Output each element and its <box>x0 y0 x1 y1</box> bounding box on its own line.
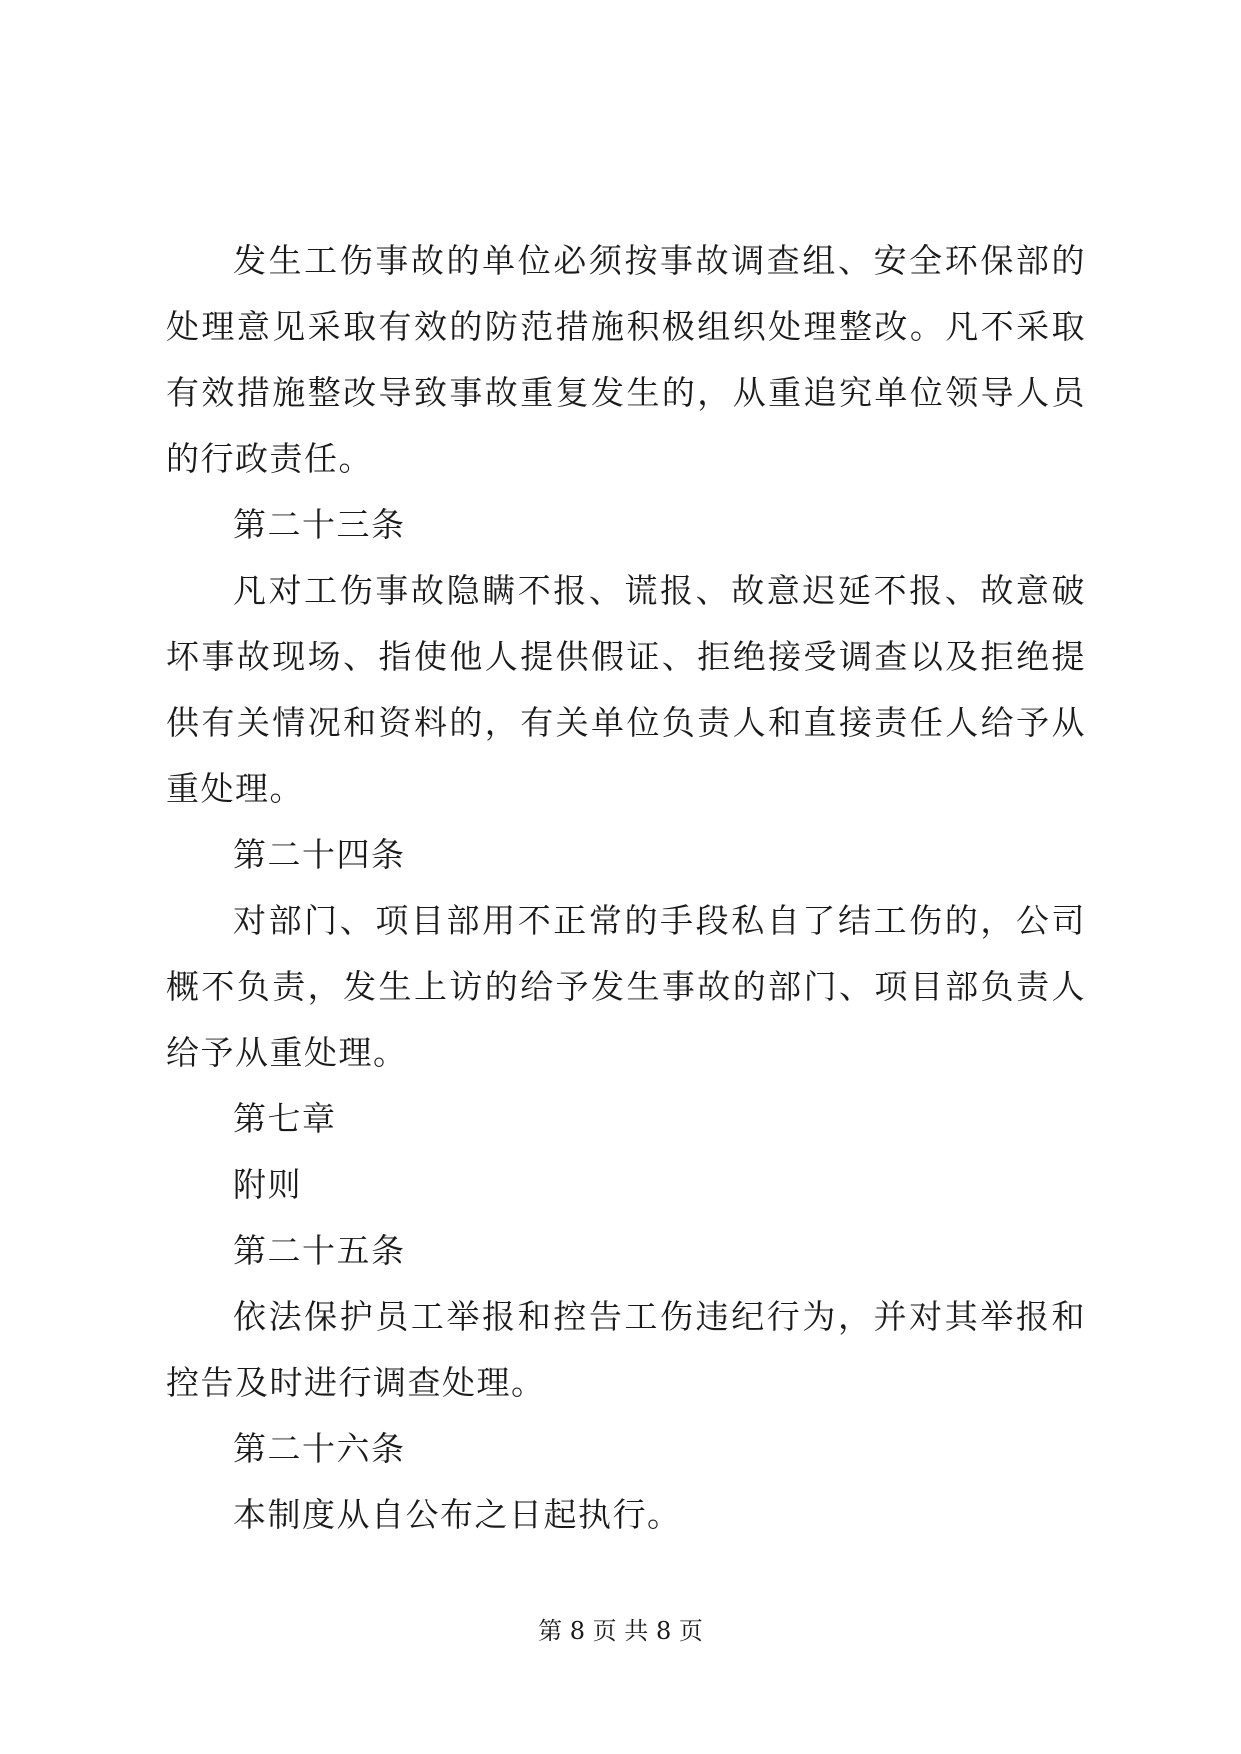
article-heading: 第二十五条 <box>233 1231 406 1270</box>
paragraph: 依法保护员工举报和控告工伤违纪行为，并对其举报和控告及时进行调查处理。 <box>166 1297 1086 1402</box>
page-number-footer: 第 8 页 共 8 页 <box>538 1617 703 1645</box>
article-heading: 第二十四条 <box>233 835 406 874</box>
paragraph: 对部门、项目部用不正常的手段私自了结工伤的，公司概不负责，发生上访的给予发生事故的部门、项目部负责人给予从重处理。 <box>166 901 1086 1072</box>
paragraph: 凡对工伤事故隐瞒不报、谎报、故意迟延不报、故意破坏事故现场、指使他人提供假证、拒绝接受调查以及拒绝提供有关情况和资料的，有关单位负责人和直接责任人给予从重处理。 <box>166 571 1086 808</box>
article-heading: 第二十三条 <box>233 505 406 544</box>
chapter-title: 附则 <box>233 1165 302 1204</box>
paragraph: 本制度从自公布之日起执行。 <box>233 1495 682 1534</box>
article-heading: 第二十六条 <box>233 1429 406 1468</box>
paragraph: 发生工伤事故的单位必须按事故调查组、安全环保部的处理意见采取有效的防范措施积极组织处理整改。凡不采取有效措施整改导致事故重复发生的，从重追究单位领导人员的行政责任。 <box>166 241 1086 478</box>
chapter-heading: 第七章 <box>233 1099 337 1138</box>
document-body <box>166 228 1086 1548</box>
